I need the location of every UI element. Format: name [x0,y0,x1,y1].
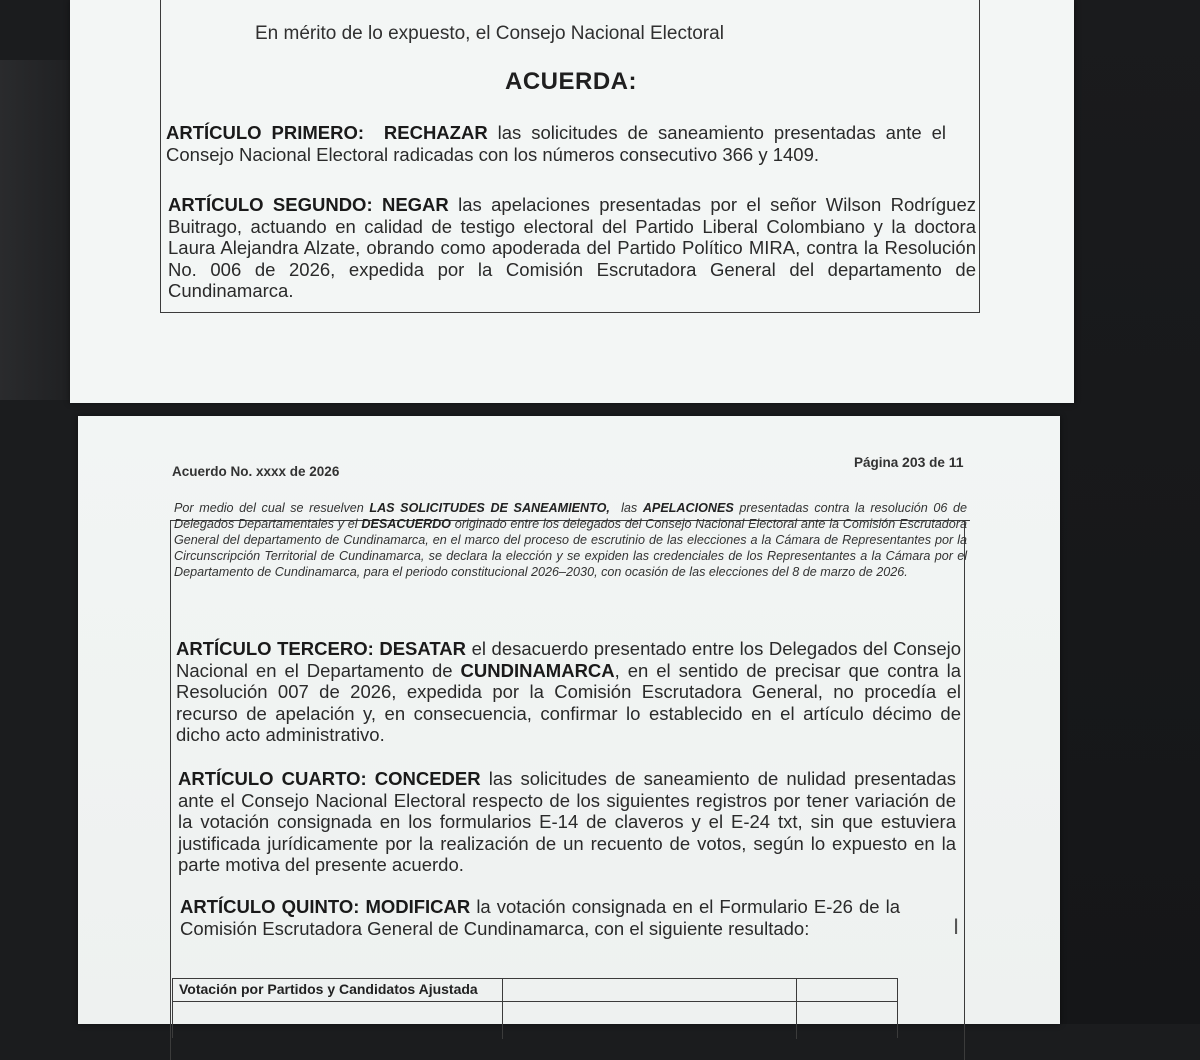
article-action: DESATAR [379,638,467,659]
preamble-bold: LAS SOLICITUDES DE SANEAMIENTO, [369,501,610,515]
preamble-text: las [621,501,638,515]
article-text: las apelaciones presentadas por el señor Wilson Rodríguez Buitrago, actuando en calidad de testigo electoral del Partido Liberal Colombiano y la doctora Laura Alejandra Alzate, obrando como apoderada del Partido Político MIRA, contra la Resolución No. 006 de 2026, expedida por la Comisión Escrutadora General del departamento de Cundinamarca. [168,194,976,301]
preamble-bold: DESACUERDO [361,517,451,531]
table-column [797,979,897,1039]
table-header: Votación por Partidos y Candidatos Ajustada [179,981,499,998]
background-left-window [0,60,80,400]
preamble-text: originado entre los delegados del Consejo Nacional Electoral ante la Comisión Escrutadora General del departamento de Cundinamarca, en el marco del proceso de escrutinio de las elecciones a la Cámara de Representantes por la Circunscripción Territorial de Cundinamarca, se declara la elección y se expiden las credenciales de los Representantes a la Cámara por el Departamento de Cundinamarca, para el periodo constitucional 2026–2030, con ocasión de las elecciones del 8 de marzo de 2026. [174,517,967,579]
article-text: las solicitudes de saneamiento de nulidad presentadas ante el Consejo Nacional Electoral respecto de los siguientes registros por tener variación de la votación consignada en los formularios E-14 de claveros y el E-24 txt, sin que estuviera justificada jurídicamente por la realización de un recuento de votos, según lo expuesto en la parte motiva del presente acuerdo. [178,768,956,875]
article-action: RECHAZAR [383,122,488,143]
page-indicator [854,454,964,470]
article-bold-term: CUNDINAMARCA [460,659,615,681]
preamble-text: presentadas contra la resolución 06 de Delegados Departamentales y el [174,501,967,531]
intro-text: En mérito de lo expuesto, el Consejo Nacional Electoral [255,23,724,44]
document-page-bottom [78,416,1060,1024]
table-row-divider [173,1001,897,1002]
article-quinto [180,896,900,939]
results-table [172,978,898,1038]
article-label: ARTÍCULO PRIMERO: [166,122,365,143]
article-text: la votación consignada en el Formulario E-26 de la Comisión Escrutadora General de Cundinamarca, con el siguiente resultado: [180,896,901,939]
text-cursor-icon: I [953,914,960,939]
article-action: CONCEDER [374,768,481,789]
preamble-bold: APELACIONES [642,501,734,515]
article-action: MODIFICAR [365,896,471,917]
article-cuarto [178,768,956,876]
article-segundo [168,194,976,302]
article-tercero [176,638,961,746]
preamble-text: Por medio del cual se resuelven [174,501,364,515]
article-text: , en el sentido de precisar que contra la Resolución 007 de 2026, expedida por la Comisión Escrutadora General, no procedía el recurso de apelación y, en consecuencia, confirmar lo establecido en el artículo décimo de dicho acto administrativo. [176,659,962,745]
article-label: ARTÍCULO TERCERO: [176,638,374,659]
article-label: ARTÍCULO QUINTO: [180,896,360,917]
preamble [174,500,967,580]
content-frame-right [964,520,965,1060]
agreement-number: Acuerdo No. xxxx de 2026 [172,464,340,479]
document-page-top [70,0,1074,403]
page-number: 203 [902,454,926,470]
article-action: NEGAR [381,194,449,215]
article-text: el desacuerdo presentado entre los Delegados del Consejo Nacional en el Departamento de [176,638,962,681]
page-total: 11 [948,454,964,470]
background-right [1060,0,1200,1024]
article-primero [166,122,946,165]
article-label: ARTÍCULO CUARTO: [178,768,367,789]
article-label: ARTÍCULO SEGUNDO: [168,194,373,215]
page-of: de [929,455,945,470]
table-column [503,979,797,1039]
acuerda-heading: ACUERDA: [505,68,637,95]
page-label: Página [854,455,899,470]
article-text: las solicitudes de saneamiento presentadas ante el Consejo Nacional Electoral radicadas con los números consecutivo 366 y 1409. [166,122,947,165]
